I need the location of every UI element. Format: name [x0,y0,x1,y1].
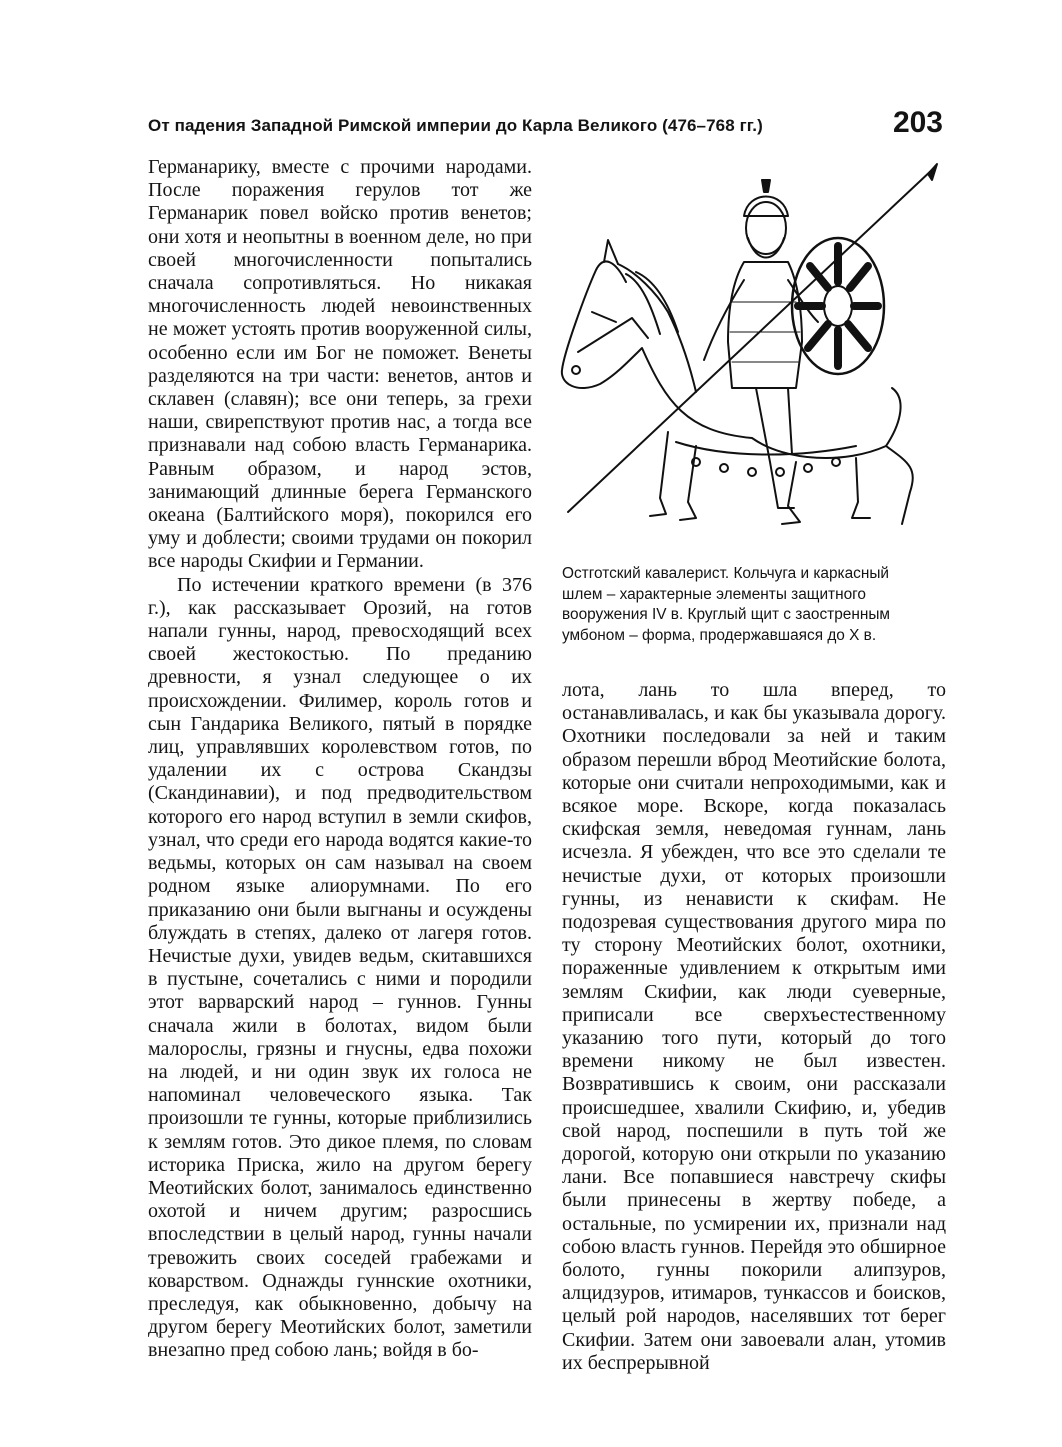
running-header-title: От падения Западной Римской империи до Карла Великого (476–768 гг.) [148,116,763,135]
right-text-column [562,679,946,1375]
caption-line: умбоном – форма, продержавшаяся до Х в. [562,626,877,644]
caption-line: шлем – характерные элементы защитного [562,585,866,603]
cavalryman-illustration [556,162,946,547]
left-text-column [148,156,532,1363]
paragraph: По истечении краткого времени (в 376 г.), как рассказывает Орозий, на готов напали гунны, народ, превосходящий всех своей жестокостью. По преданию древности, я узнал следующее о их происхождении. Филимер, король готов и сын Гандарика Великого, пятый в порядке лиц, управлявших королевством готов, по удалении их с острова Скандзы (Скандинавии), и под предводительством которого его народ вступил в земли скифов, узнал, что среди его народа водятся какие-то ведьмы, которых он сам называл на своем родном языке алиорумнами. По его приказанию они были выгнаны и осуждены блуждать в степях, далеко от лагеря готов. Нечистые духи, увидев ведьм, скитавшихся в пустыне, сочетались с ними и породили этот варварский народ – гуннов. Гунны сначала жили в болотах, видом были малорослы, грязны и гнусны, едва похожи на людей, и ни один звук их голоса не напоминал человеческого языка. Так произошли те гунны, которые приблизились к землям готов. Это дикое племя, по словам историка Приска, жило на другом берегу Меотийских болот, занималось единственно охотой и ничем другим; разросшись впоследствии в целый народ, гунны начали тревожить своих соседей грабежами и коварством. Однажды гуннские охотники, преследуя, как обыкновенно, добычу на другом берегу Меотийских болот, заметили внезапно пред собою лань; войдя в бо- [148,573,532,1362]
caption-line: Остготский кавалерист. Кольчуга и каркасный [562,565,889,582]
paragraph: Германарику, вместе с прочими народами. После поражения герулов тот же Германарик повел войско против венетов; они хотя и неопытны в военном деле, но при своей многочисленности попытались сначала сопротивляться. Но никакая многочисленность людей невоинственных не может устоять против вооруженной силы, особенно если им Бог не поможет. Венеты разделяются на три части: венетов, антов и склавен (славян); все они теперь, за грехи наши, свирепствуют против нас, а тогда все признавали над собою власть Германарика. Равным образом, и народ эстов, занимающий длинные берега Германского океана (Балтийского моря), покорился его уму и доблести; своими трудами он покорил все народы Скифии и Германии. [148,156,532,573]
illustration-caption [562,564,946,646]
page-number: 203 [892,106,943,139]
paragraph: лота, лань то шла вперед, то останавливалась, и как бы указывала дорогу. Охотники последовали за ней и таким образом перешли вброд Меотийские болота, которые они считали непроходимыми, как и всякое море. Вскоре, когда показалась скифская земля, неведомая гуннам, лань исчезла. Я убежден, что все это сделали те нечистые духи, от которых произошли гунны, из ненависти к скифам. Не подозревая существования другого мира по ту сторону Меотийских болот, охотники, пораженные удивлением к открытым ими землям Скифии, как люди суеверные, приписали все сверхъестественному указанию того пути, который до того времени никому не был известен. Возвратившись к своим, они рассказали происшедшее, хвалили Скифию, и, убедив свой народ, поспешили в путь той же дорогой, которую они открыли по указанию лани. Все попавшиеся навстречу скифы были принесены в жертву победе, а остальные, по усмирении их, признали над собою власть гуннов. Перейдя это обширное болото, гунны покорили алипзуров, алцидзуров, итимаров, тункассов и боисков, целый рой народов, населявших тот берег Скифии. Затем они завоевали алан, утомив их беспрерывной [562,679,946,1374]
caption-line: вооружения IV в. Круглый щит с заостренным [562,606,890,623]
